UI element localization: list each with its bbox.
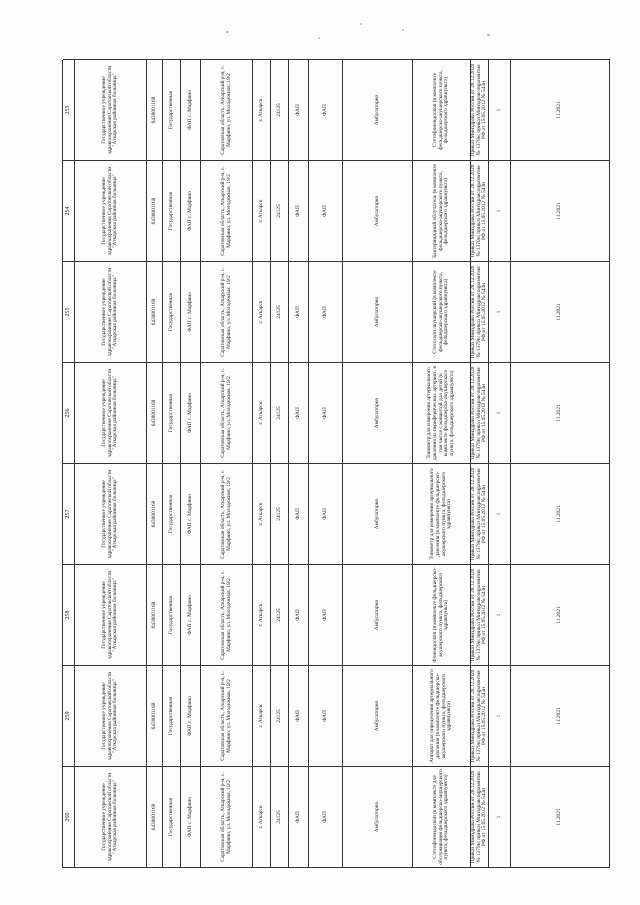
cell-equipment-2: Аппарат для определения артериального давления (в комплекте фельдшерско-акушерского пункта, фельдшерского здравпункта) bbox=[413, 665, 471, 766]
cell-type2-1: ФАП bbox=[309, 766, 343, 867]
cell-ownership-3: Государственная bbox=[163, 564, 181, 665]
cell-ownership-2: Государственная bbox=[163, 665, 181, 766]
cell-inn-1: 6438001168 bbox=[147, 766, 163, 867]
cell-city-7: г. Аткарск bbox=[253, 160, 271, 261]
cell-date-1: 11.2021 bbox=[511, 766, 610, 867]
cell-unit-1: ФАП с. Марфино bbox=[181, 766, 201, 867]
cell-city-6: г. Аткарск bbox=[253, 261, 271, 362]
cell-equipment-6: Стетоскоп акушерский (в комплекте фельдшерско-акушерского пункта, фельдшерского здравпункта) bbox=[413, 261, 471, 362]
cell-type2-5: ФАП bbox=[309, 362, 343, 463]
cell-num-1: 260 bbox=[63, 766, 75, 867]
cell-type2-2: ФАП bbox=[309, 665, 343, 766]
cell-org-3: Государственное учреждение здравоохранения Саратовской области "Аткарская районная больница" bbox=[75, 564, 147, 665]
scan-speck bbox=[402, 29, 404, 31]
cell-code-1: 24125 bbox=[271, 766, 289, 867]
cell-date-3: 11.2021 bbox=[511, 564, 610, 665]
cell-care-7: Амбулаторно bbox=[343, 160, 413, 261]
cell-city-8: г. Аткарск bbox=[253, 59, 271, 160]
cell-code-4: 24125 bbox=[271, 463, 289, 564]
cell-city-4: г. Аткарск bbox=[253, 463, 271, 564]
cell-order-5: Приказ Минздрава России от 28.12.2020 № 1379н; приказ Минздравсоцразвития РФ от 15.05.2012 № 543н bbox=[471, 362, 489, 463]
cell-org-4: Государственное учреждение здравоохранения Саратовской области "Аткарская районная больница" bbox=[75, 463, 147, 564]
cell-ownership-8: Государственная bbox=[163, 59, 181, 160]
cell-date-5: 11.2021 bbox=[511, 362, 610, 463]
cell-unit-4: ФАП с. Марфино bbox=[181, 463, 201, 564]
cell-date-8: 11.2021 bbox=[511, 59, 610, 160]
cell-num-3: 258 bbox=[63, 564, 75, 665]
cell-code-7: 24125 bbox=[271, 160, 289, 261]
cell-equipment-4: Тонометр для измерения артериального давления (в комплекте фельдшерско-акушерского пункта, фельдшерского здравпункта) bbox=[413, 463, 471, 564]
cell-care-4: Амбулаторно bbox=[343, 463, 413, 564]
cell-order-6: Приказ Минздрава России от 28.12.2020 № 1379н; приказ Минздравсоцразвития РФ от 15.05.2012 № 543н bbox=[471, 261, 489, 362]
cell-order-8: Приказ Минздрава России от 28.12.2020 № 1379н; приказ Минздравсоцразвития РФ от 15.05.2012 № 543н bbox=[471, 59, 489, 160]
cell-code-2: 24125 bbox=[271, 665, 289, 766]
cell-num-7: 254 bbox=[63, 160, 75, 261]
cell-ownership-5: Государственная bbox=[163, 362, 181, 463]
cell-inn-2: 6438001168 bbox=[147, 665, 163, 766]
cell-unit-7: ФАП с. Марфино bbox=[181, 160, 201, 261]
cell-unit-8: ФАП с. Марфино bbox=[181, 59, 201, 160]
cell-type2-7: ФАП bbox=[309, 160, 343, 261]
cell-type2-6: ФАП bbox=[309, 261, 343, 362]
cell-address-7: Саратовская область, Аткарский р-н, с. Марфино, ул. Молодежная, 19/2 bbox=[201, 160, 253, 261]
cell-order-1: Приказ Минздрава России от 28.12.2020 № 1379н; приказ Минздравсоцразвития РФ от 15.05.2012 № 543н bbox=[471, 766, 489, 867]
scan-speck bbox=[360, 23, 362, 25]
cell-code-5: 24125 bbox=[271, 362, 289, 463]
cell-care-5: Амбулаторно bbox=[343, 362, 413, 463]
cell-unit-5: ФАП с. Марфино bbox=[181, 362, 201, 463]
cell-type2-4: ФАП bbox=[309, 463, 343, 564]
cell-equipment-1: Стетофонендоскоп (в комплекте для обслуживания фельдшерско-акушерского пункта, фельдшерского здравпункта) bbox=[413, 766, 471, 867]
cell-type1-3: ФАП bbox=[289, 564, 309, 665]
scan-speck bbox=[226, 31, 229, 33]
cell-address-2: Саратовская область, Аткарский р-н, с. Марфино, ул. Молодежная, 19/2 bbox=[201, 665, 253, 766]
cell-care-2: Амбулаторно bbox=[343, 665, 413, 766]
cell-care-6: Амбулаторно bbox=[343, 261, 413, 362]
cell-inn-3: 6438001168 bbox=[147, 564, 163, 665]
cell-type1-1: ФАП bbox=[289, 766, 309, 867]
cell-date-7: 11.2021 bbox=[511, 160, 610, 261]
cell-address-4: Саратовская область, Аткарский р-н, с. Марфино, ул. Молодежная, 19/2 bbox=[201, 463, 253, 564]
cell-order-4: Приказ Минздрава России от 28.12.2020 № 1379н; приказ Минздравсоцразвития РФ от 15.05.2012 № 543н bbox=[471, 463, 489, 564]
cell-code-6: 24125 bbox=[271, 261, 289, 362]
cell-city-2: г. Аткарск bbox=[253, 665, 271, 766]
cell-address-8: Саратовская область, Аткарский р-н, с. Марфино, ул. Молодежная, 19/2 bbox=[201, 59, 253, 160]
cell-ownership-4: Государственная bbox=[163, 463, 181, 564]
cell-type1-5: ФАП bbox=[289, 362, 309, 463]
cell-order-2: Приказ Минздрава России от 28.12.2020 № 1379н; приказ Минздравсоцразвития РФ от 15.05.2012 № 543н bbox=[471, 665, 489, 766]
cell-qty-6: 1 bbox=[489, 261, 511, 362]
cell-equipment-5: Тонометр для измерения артериального давления на периферических артериях, в том числе с манжетой для детей (в комплекте фельдшерско-акушерского пункта, фельдшерского здравпункта) bbox=[413, 362, 471, 463]
cell-order-3: Приказ Минздрава России от 28.12.2020 № 1379н; приказ Минздравсоцразвития РФ от 15.05.2012 № 543н bbox=[471, 564, 489, 665]
cell-org-8: Государственное учреждение здравоохранения Саратовской области "Аткарская районная больница" bbox=[75, 59, 147, 160]
cell-city-5: г. Аткарск bbox=[253, 362, 271, 463]
cell-care-3: Амбулаторно bbox=[343, 564, 413, 665]
cell-org-6: Государственное учреждение здравоохранения Саратовской области "Аткарская районная больница" bbox=[75, 261, 147, 362]
cell-ownership-6: Государственная bbox=[163, 261, 181, 362]
cell-unit-6: ФАП с. Марфино bbox=[181, 261, 201, 362]
cell-care-8: Амбулаторно bbox=[343, 59, 413, 160]
cell-num-8: 253 bbox=[63, 59, 75, 160]
cell-org-7: Государственное учреждение здравоохранения Саратовской области "Аткарская районная больница" bbox=[75, 160, 147, 261]
cell-ownership-1: Государственная bbox=[163, 766, 181, 867]
cell-order-7: Приказ Минздрава России от 28.12.2020 № 1379н; приказ Минздравсоцразвития РФ от 15.05.2012 № 543н bbox=[471, 160, 489, 261]
cell-code-8: 24125 bbox=[271, 59, 289, 160]
cell-address-1: Саратовская область, Аткарский р-н, с. Марфино, ул. Молодежная, 19/2 bbox=[201, 766, 253, 867]
cell-code-3: 24125 bbox=[271, 564, 289, 665]
cell-care-1: Амбулаторно bbox=[343, 766, 413, 867]
cell-address-5: Саратовская область, Аткарский р-н, с. Марфино, ул. Молодежная, 19/2 bbox=[201, 362, 253, 463]
cell-qty-8: 1 bbox=[489, 59, 511, 160]
scan-speck bbox=[318, 37, 320, 39]
cell-type1-6: ФАП bbox=[289, 261, 309, 362]
cell-city-3: г. Аткарск bbox=[253, 564, 271, 665]
cell-type2-3: ФАП bbox=[309, 564, 343, 665]
cell-inn-8: 6438001168 bbox=[147, 59, 163, 160]
cell-type1-2: ФАП bbox=[289, 665, 309, 766]
cell-type1-8: ФАП bbox=[289, 59, 309, 160]
cell-qty-2: 1 bbox=[489, 665, 511, 766]
cell-unit-2: ФАП с. Марфино bbox=[181, 665, 201, 766]
cell-equipment-3: Фонендоскоп (в комплекте фельдшерско-акушерского пункта, фельдшерского здравпункта) bbox=[413, 564, 471, 665]
cell-equipment-7: Бактерицидный облучатель (в комплекте фельдшерско-акушерского пункта, фельдшерского здравпункта) bbox=[413, 160, 471, 261]
cell-type1-7: ФАП bbox=[289, 160, 309, 261]
cell-equipment-8: Стетофонендоскоп (в комплекте фельдшерско-акушерского пункта, фельдшерского здравпункта) bbox=[413, 59, 471, 160]
cell-qty-3: 1 bbox=[489, 564, 511, 665]
cell-inn-4: 6438001168 bbox=[147, 463, 163, 564]
cell-org-2: Государственное учреждение здравоохранения Саратовской области "Аткарская районная больница" bbox=[75, 665, 147, 766]
cell-qty-7: 1 bbox=[489, 160, 511, 261]
cell-qty-5: 1 bbox=[489, 362, 511, 463]
cell-org-1: Государственное учреждение здравоохранения Саратовской области "Аткарская районная больница" bbox=[75, 766, 147, 867]
cell-qty-1: 1 bbox=[489, 766, 511, 867]
cell-num-2: 259 bbox=[63, 665, 75, 766]
cell-unit-3: ФАП с. Марфино bbox=[181, 564, 201, 665]
cell-date-4: 11.2021 bbox=[511, 463, 610, 564]
cell-inn-5: 6438001168 bbox=[147, 362, 163, 463]
cell-inn-6: 6438001168 bbox=[147, 261, 163, 362]
cell-address-6: Саратовская область, Аткарский р-н, с. Марфино, ул. Молодежная, 19/2 bbox=[201, 261, 253, 362]
cell-ownership-7: Государственная bbox=[163, 160, 181, 261]
cell-date-6: 11.2021 bbox=[511, 261, 610, 362]
equipment-registry-table bbox=[62, 60, 610, 868]
cell-type1-4: ФАП bbox=[289, 463, 309, 564]
cell-inn-7: 6438001168 bbox=[147, 160, 163, 261]
cell-city-1: г. Аткарск bbox=[253, 766, 271, 867]
cell-type2-8: ФАП bbox=[309, 59, 343, 160]
cell-num-4: 257 bbox=[63, 463, 75, 564]
cell-date-2: 11.2021 bbox=[511, 665, 610, 766]
cell-num-6: 255 bbox=[63, 261, 75, 362]
scan-speck bbox=[487, 34, 490, 36]
cell-num-5: 256 bbox=[63, 362, 75, 463]
cell-qty-4: 1 bbox=[489, 463, 511, 564]
cell-address-3: Саратовская область, Аткарский р-н, с. Марфино, ул. Молодежная, 19/2 bbox=[201, 564, 253, 665]
cell-org-5: Государственное учреждение здравоохранения Саратовской области "Аткарская районная больница" bbox=[75, 362, 147, 463]
